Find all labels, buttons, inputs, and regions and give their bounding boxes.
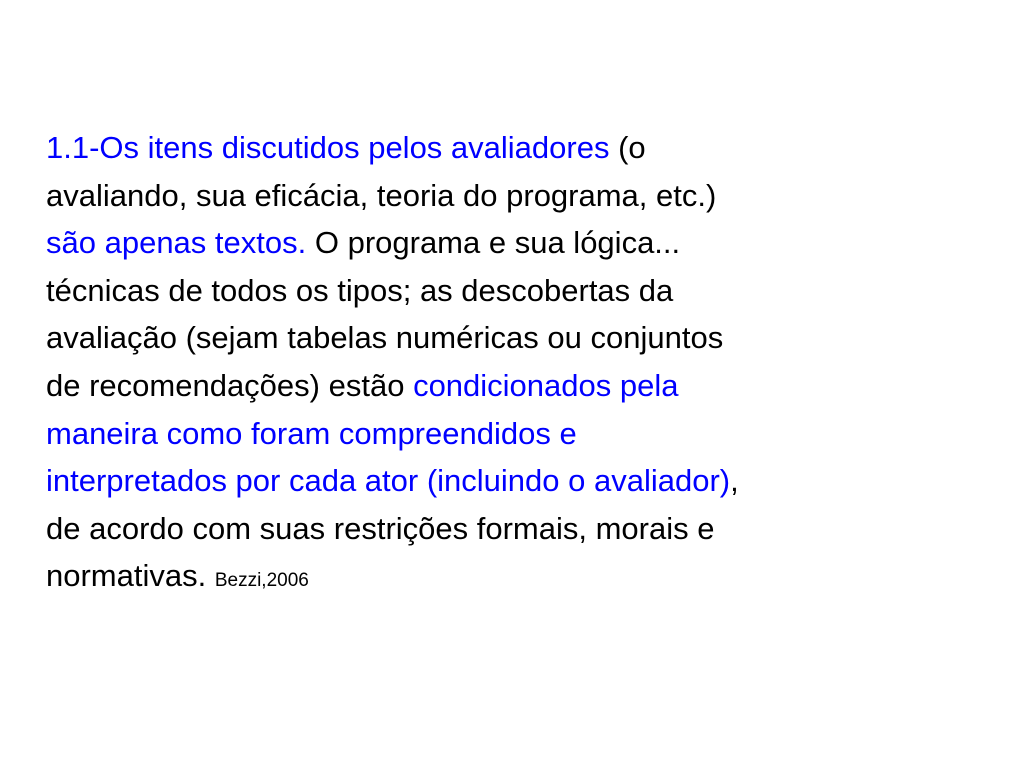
text-run: avaliando, sua eficácia, teoria do programa, etc.) [46, 177, 717, 213]
line-4 [46, 273, 673, 308]
text-run: , [730, 463, 739, 499]
line-3 [46, 225, 680, 260]
slide-body-text [46, 124, 1006, 605]
text-run: são apenas textos. [46, 225, 307, 261]
text-run: normativas. [46, 558, 215, 594]
text-run: 1.1-Os itens discutidos pelos avaliadores [46, 130, 610, 165]
text-run: de acordo com suas restrições formais, morais e [46, 510, 715, 546]
line-2 [46, 178, 716, 213]
text-run: técnicas de todos os tipos; as descobertas da [46, 272, 674, 308]
line-1 [46, 130, 646, 165]
text-run: O programa e sua lógica... [306, 225, 681, 261]
text-run: maneira como foram compreendidos e [46, 415, 577, 451]
text-run: condicionados pela [413, 367, 679, 403]
line-6 [46, 368, 679, 403]
text-run: interpretados por cada ator (incluindo o avaliador) [46, 463, 731, 499]
citation: Bezzi,2006 [214, 570, 309, 592]
line-5 [46, 320, 723, 355]
text-run: avaliação (sejam tabelas numéricas ou conjuntos [46, 320, 724, 356]
line-9 [46, 511, 714, 546]
text-run: (o [609, 130, 646, 165]
line-8 [46, 463, 739, 498]
text-run: de recomendações) estão [46, 367, 414, 403]
line-10 [46, 558, 309, 593]
line-7 [46, 416, 577, 451]
